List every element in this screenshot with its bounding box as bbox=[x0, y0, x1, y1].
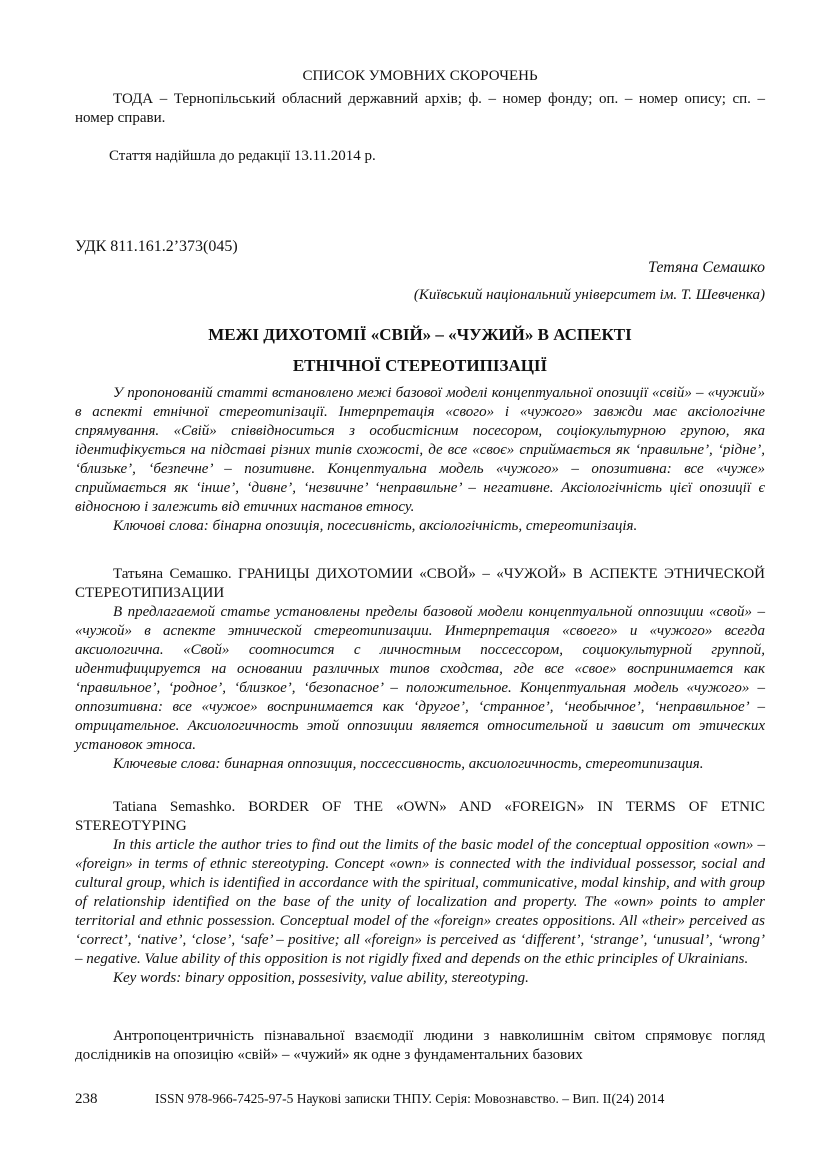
abstract-ru-text: В предлагаемой статье установлены пределы базовой модели концептуальной оппозиции «свой» – «чужой» в аспекте этнической стереотипизации. Интерпретация «своего» и «чужого» всегда аксиологична. «Свой» соотносится с личностным поссессором, социокультурной группой, идентифицируется на основании различных типов сходства, где все «свое» воспринимается как ‘правильное’, ‘родное’, ‘близкое’, ‘безопасное’ – положительное. Концептуальная модель «чужого» – оппозитивна: все «чужое» воспринимается как ‘другое’, ‘странное’, ‘необычное’, ‘неправильное’ – отрицательное. Аксиологичность этой оппозиции является относительной и зависит от этических установок этноса. bbox=[75, 604, 765, 753]
journal-info: ISSN 978-966-7425-97-5 Наукові записки ТНПУ. Серія: Мовознавство. – Вип. ІІ(24) 2014 bbox=[155, 1091, 665, 1106]
abstract-en-keywords: Key words: binary opposition, possesivity, value ability, stereotyping. bbox=[113, 970, 529, 986]
abbreviations-heading: СПИСОК УМОВНИХ СКОРОЧЕНЬ bbox=[302, 68, 538, 84]
author-name: Тетяна Семашко bbox=[648, 259, 765, 276]
udc-code: УДК 811.161.2’373(045) bbox=[75, 238, 238, 255]
received-date: Стаття надійшла до редакції 13.11.2014 р. bbox=[109, 148, 376, 164]
abstract-russian bbox=[75, 565, 765, 774]
abstract-uk-keywords: Ключові слова: бінарна опозиція, посесивність, аксіологічність, стереотипізація. bbox=[113, 518, 638, 534]
article-title-line2: ЕТНІЧНОЇ СТЕРЕОТИПІЗАЦІЇ bbox=[292, 356, 548, 375]
page-number: 238 bbox=[75, 1091, 98, 1107]
abbreviations-text: ТОДА – Тернопільський обласний державний архів; ф. – номер фонду; оп. – номер опису; сп. – номер справи. bbox=[75, 91, 765, 126]
article-title-line1: МЕЖІ ДИХОТОМІЇ «СВІЙ» – «ЧУЖИЙ» В АСПЕКТІ bbox=[208, 325, 632, 344]
abstract-ru-keywords: Ключевые слова: бинарная оппозиция, поссессивность, аксиологичность, стереотипизация. bbox=[113, 756, 704, 772]
abstract-uk-text: У пропонованій статті встановлено межі базової моделі концептуальної опозиції «свій» – «чужий» в аспекті етнічної стереотипізації. Інтерпретація «свого» і «чужого» завжди має аксіологічне спрямування. «Свій» співвідноситься з особистісним посесором, соціокультурною групою, яка ідентифікується на підставі різних типів схожості, де все «своє» сприймається як ‘правильне’, ‘рідне’, ‘близьке’, ‘безпечне’ – позитивне. Концептуальна модель «чужого» – опозитивна: все «чуже» сприймається як ‘інше’, ‘дивне’, ‘незвичне’ ‘неправильне’ – негативне. Аксіологічність цієї опозиції є відносною і залежить від етичних настанов етносу. bbox=[75, 385, 765, 515]
abstract-en-heading: Tatiana Semashko. BORDER OF THE «OWN» AND «FOREIGN» IN TERMS OF ETNIC STEREOTYPING bbox=[75, 799, 765, 834]
abstract-ru-heading: Татьяна Семашко. ГРАНИЦЫ ДИХОТОМИИ «СВОЙ» – «ЧУЖОЙ» В АСПЕКТЕ ЭТНИЧЕСКОЙ СТЕРЕОТИПИЗАЦИИ bbox=[75, 566, 765, 601]
body-paragraph: Антропоцентричність пізнавальної взаємодії людини з навколишнім світом спрямовує погляд дослідників на опозицію «свій» – «чужий» як одне з фундаментальних базових bbox=[75, 1028, 765, 1063]
abbreviations-section bbox=[75, 67, 765, 128]
abstract-en-text: In this article the author tries to find out the limits of the basic model of the conceptual opposition «own» – «foreign» in terms of ethnic stereotyping. Concept «own» is connected with the individual possessor, social and cultural group, which is identified in accordance with the spiritual, communicative, modal kinship, and with group of relationship identified on the base of the unity of localization and property. The «own» points to ampler territorial and ethnic possession. Conceptual model of the «foreign» creates oppositions. All «their» perceived as ‘correct’, ‘native’, ‘close’, ‘safe’ – positive; all «foreign» is perceived as ‘different’, ‘strange’, ‘unusual’, ‘wrong’ – negative. Value ability of this opposition is not rigidly fixed and depends on the ethic principles of Ukrainians. bbox=[75, 837, 765, 967]
abstract-english bbox=[75, 798, 765, 988]
author-affiliation: (Київський національний університет ім. Т. Шевченка) bbox=[413, 287, 765, 303]
abstract-ukrainian bbox=[75, 384, 765, 536]
